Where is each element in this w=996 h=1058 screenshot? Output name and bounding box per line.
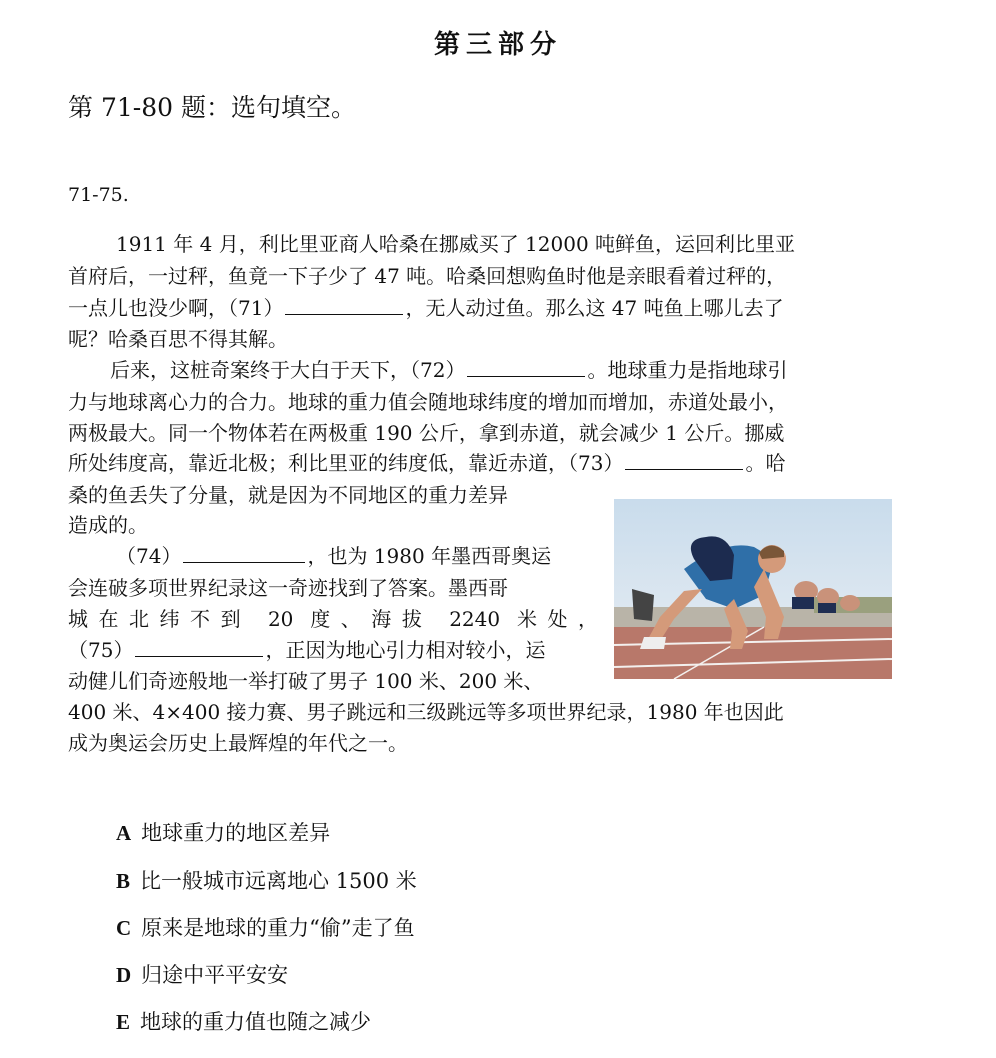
blank-75[interactable] — [135, 655, 263, 657]
passage-line: 成为奥运会历史上最辉煌的年代之一。 — [68, 731, 408, 755]
blank-72[interactable] — [467, 375, 585, 377]
passage-text: 所处纬度高，靠近北极；利比里亚的纬度低，靠近赤道，（73） — [68, 451, 624, 475]
passage-line — [68, 354, 898, 386]
passage-line: 会连破多项世界纪录这一奇迹找到了答案。墨西哥 — [68, 576, 508, 600]
blank-74[interactable] — [183, 561, 305, 563]
option-letter: A — [116, 821, 132, 845]
option-text: 地球重力的地区差异 — [141, 821, 331, 845]
option-letter: C — [116, 916, 132, 940]
passage-line — [68, 540, 598, 572]
passage-text: 。地球重力是指地球引 — [587, 358, 788, 382]
option-b[interactable] — [116, 867, 417, 895]
option-e[interactable] — [116, 1008, 371, 1036]
passage-text: ，无人动过鱼。那么这 47 吨鱼上哪儿去了 — [405, 296, 784, 320]
passage-line: 造成的。 — [68, 513, 148, 537]
question-range: 71-75. — [68, 184, 129, 206]
option-text: 地球的重力值也随之减少 — [140, 1010, 372, 1034]
passage-text: 后来，这桩奇案终于大白于天下，（72） — [110, 358, 466, 382]
option-letter: B — [116, 869, 131, 893]
instruction: 第 71-80 题：选句填空。 — [68, 93, 356, 122]
section-title: 第三部分 — [433, 30, 562, 60]
passage-line: 呢？哈桑百思不得其解。 — [68, 327, 288, 351]
passage-text: ，也为 1980 年墨西哥奥运 — [307, 544, 552, 568]
passage-text: （75） — [68, 638, 134, 662]
blank-71[interactable] — [285, 313, 403, 315]
passage-text: （74） — [116, 544, 182, 568]
passage-line — [68, 634, 598, 666]
passage-line: 桑的鱼丢失了分量，就是因为不同地区的重力差异 — [68, 483, 508, 507]
passage-line: 首府后，一过秤，鱼竟一下子少了 47 吨。哈桑回想购鱼时他是亲眼看着过秤的， — [68, 264, 787, 288]
option-c[interactable] — [116, 914, 415, 942]
option-letter: E — [116, 1010, 131, 1034]
option-letter: D — [116, 963, 132, 987]
passage-line: 力与地球离心力的合力。地球的重力值会随地球纬度的增加而增加，赤道处最小， — [68, 390, 788, 414]
option-text: 归途中平平安安 — [141, 963, 289, 987]
option-text: 原来是地球的重力“偷”走了鱼 — [141, 916, 415, 940]
passage-line: 城在北纬不到 20 度、海拔 2240 米处， — [68, 607, 598, 631]
passage-line: 动健儿们奇迹般地一举打破了男子 100 米、200 米、 — [68, 669, 544, 693]
passage-line: 400 米、4×400 接力赛、男子跳远和三级跳远等多项世界纪录，1980 年也因此 — [68, 700, 784, 724]
sprinters-photo — [614, 499, 892, 679]
passage-line — [68, 447, 898, 479]
option-text: 比一般城市远离地心 1500 米 — [140, 869, 417, 893]
sprinters-illustration — [614, 499, 892, 679]
passage-text: 一点儿也没少啊，（71） — [68, 296, 284, 320]
passage-line: 两极最大。同一个物体若在两极重 190 公斤，拿到赤道，就会减少 1 公斤。挪威 — [68, 421, 785, 445]
passage-line — [68, 292, 898, 324]
passage-text: 。哈 — [745, 451, 786, 475]
passage-text: ，正因为地心引力相对较小，运 — [265, 638, 546, 662]
blank-73[interactable] — [625, 468, 743, 470]
option-d[interactable] — [116, 961, 288, 989]
option-a[interactable] — [116, 819, 330, 847]
passage-line: 1911 年 4 月，利比里亚商人哈桑在挪威买了 12000 吨鲜鱼，运回利比里亚 — [116, 232, 796, 256]
